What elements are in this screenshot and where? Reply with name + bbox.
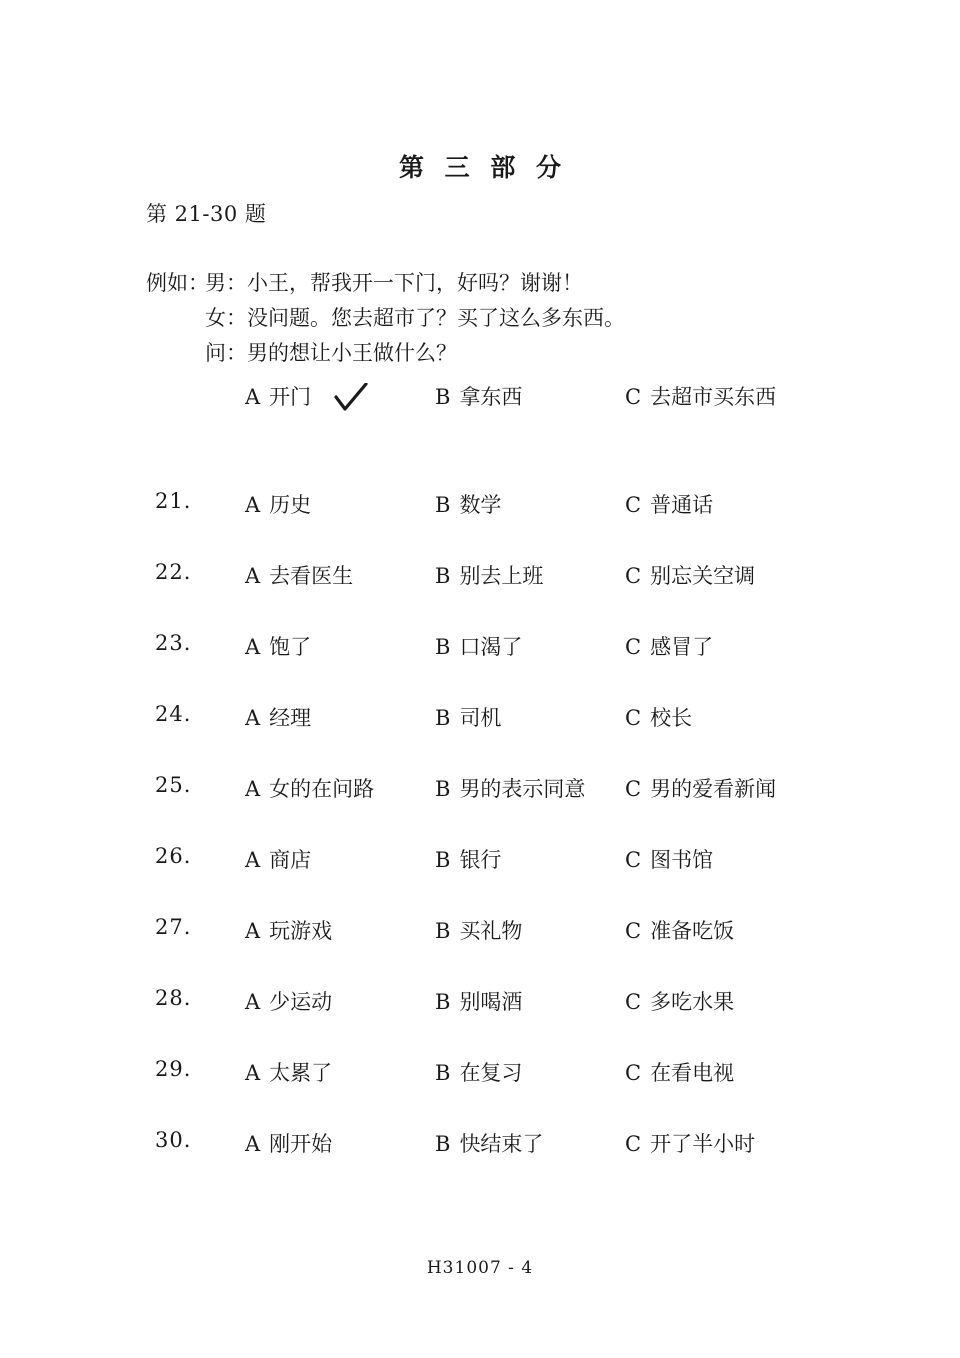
question-option-b[interactable] xyxy=(435,915,522,945)
option-text-c: 图书馆 xyxy=(650,848,714,872)
option-text-b: 数学 xyxy=(459,493,502,517)
question-option-a[interactable] xyxy=(245,489,311,519)
question-number: 21. xyxy=(155,489,192,513)
question-option-a[interactable] xyxy=(245,773,374,803)
question-row xyxy=(0,489,960,523)
question-number: 28. xyxy=(155,986,192,1010)
question-option-c[interactable] xyxy=(625,560,755,590)
question-option-b[interactable] xyxy=(435,1128,543,1158)
question-option-c[interactable] xyxy=(625,844,713,874)
option-letter-c: C xyxy=(625,635,642,659)
option-letter-a: A xyxy=(245,1132,261,1156)
question-number: 30. xyxy=(155,1128,192,1152)
question-range-label: 第 21-30 题 xyxy=(146,202,267,226)
option-text-b: 司机 xyxy=(459,706,502,730)
option-text-b: 买礼物 xyxy=(459,919,523,943)
question-option-b[interactable] xyxy=(435,631,522,661)
option-letter-b: B xyxy=(435,493,451,517)
question-row xyxy=(0,631,960,665)
option-text-b: 别去上班 xyxy=(459,564,544,588)
option-letter-a: A xyxy=(245,706,261,730)
question-row xyxy=(0,1128,960,1162)
option-text-b: 在复习 xyxy=(459,1061,523,1085)
question-option-b[interactable] xyxy=(435,489,501,519)
option-letter-c: C xyxy=(625,706,642,730)
option-letter-c: C xyxy=(625,990,642,1014)
question-row xyxy=(0,560,960,594)
option-text-a: 少运动 xyxy=(269,990,333,1014)
question-number: 24. xyxy=(155,702,192,726)
example-speaker-female: 女： xyxy=(205,306,247,330)
question-row xyxy=(0,1057,960,1091)
option-letter-a: A xyxy=(245,990,261,1014)
option-letter-c: C xyxy=(625,1132,642,1156)
question-row xyxy=(0,986,960,1020)
option-text-a: 商店 xyxy=(269,848,312,872)
example-speaker-male: 男： xyxy=(205,271,247,295)
option-text-c: 准备吃饭 xyxy=(650,919,735,943)
question-row xyxy=(0,773,960,807)
option-letter-c: C xyxy=(625,493,642,517)
option-text-b: 男的表示同意 xyxy=(459,777,586,801)
option-text-a: 历史 xyxy=(269,493,312,517)
option-letter-a: A xyxy=(245,564,261,588)
option-text-b: 快结束了 xyxy=(459,1132,544,1156)
option-letter-b: B xyxy=(435,385,451,409)
question-option-b[interactable] xyxy=(435,1057,522,1087)
option-letter-b: B xyxy=(435,635,451,659)
option-text-c: 感冒了 xyxy=(650,635,714,659)
example-line-1 xyxy=(146,266,625,301)
option-letter-b: B xyxy=(435,706,451,730)
question-option-a[interactable] xyxy=(245,560,353,590)
option-letter-b: B xyxy=(435,564,451,588)
question-option-a[interactable] xyxy=(245,702,311,732)
option-text-a: 去看医生 xyxy=(269,564,354,588)
option-letter-a: A xyxy=(245,493,261,517)
question-option-a[interactable] xyxy=(245,631,311,661)
question-option-c[interactable] xyxy=(625,1057,734,1087)
question-number: 23. xyxy=(155,631,192,655)
question-option-c[interactable] xyxy=(625,986,734,1016)
option-letter-a: A xyxy=(245,1061,261,1085)
option-text-c: 多吃水果 xyxy=(650,990,735,1014)
option-letter-a: A xyxy=(245,777,261,801)
option-text-b: 别喝酒 xyxy=(459,990,523,1014)
option-text-c: 男的爱看新闻 xyxy=(650,777,777,801)
option-letter-c: C xyxy=(625,919,642,943)
option-text-b: 口渴了 xyxy=(459,635,523,659)
option-letter-b: B xyxy=(435,919,451,943)
question-number: 29. xyxy=(155,1057,192,1081)
example-option-a[interactable] xyxy=(245,381,311,411)
option-letter-a: A xyxy=(245,385,261,409)
check-mark-icon xyxy=(334,383,368,413)
option-text-a: 经理 xyxy=(269,706,312,730)
option-text-c: 去超市买东西 xyxy=(650,385,777,409)
example-options-row xyxy=(0,381,960,415)
option-letter-a: A xyxy=(245,848,261,872)
example-label: 例如： xyxy=(146,271,209,295)
option-text-a: 玩游戏 xyxy=(269,919,333,943)
question-option-a[interactable] xyxy=(245,986,332,1016)
example-text-female: 没问题。您去超市了？买了这么多东西。 xyxy=(247,306,625,330)
question-row xyxy=(0,702,960,736)
question-option-c[interactable] xyxy=(625,631,713,661)
question-option-c[interactable] xyxy=(625,702,692,732)
option-text-a: 太累了 xyxy=(269,1061,333,1085)
question-option-c[interactable] xyxy=(625,773,776,803)
option-text-a: 女的在问路 xyxy=(269,777,375,801)
option-text-c: 开了半小时 xyxy=(650,1132,756,1156)
option-letter-c: C xyxy=(625,385,642,409)
option-letter-a: A xyxy=(245,919,261,943)
option-letter-c: C xyxy=(625,848,642,872)
option-text-c: 校长 xyxy=(650,706,693,730)
option-letter-b: B xyxy=(435,848,451,872)
option-letter-b: B xyxy=(435,777,451,801)
option-text-b: 拿东西 xyxy=(459,385,523,409)
question-number: 27. xyxy=(155,915,192,939)
option-letter-b: B xyxy=(435,1132,451,1156)
option-text-c: 别忘关空调 xyxy=(650,564,756,588)
question-option-b[interactable] xyxy=(435,560,543,590)
question-option-a[interactable] xyxy=(245,844,311,874)
page-footer: H31007 - 4 xyxy=(426,1258,534,1278)
option-text-c: 普通话 xyxy=(650,493,714,517)
example-block xyxy=(146,266,625,371)
question-option-c[interactable] xyxy=(625,489,713,519)
example-option-c[interactable] xyxy=(625,381,776,411)
option-text-c: 在看电视 xyxy=(650,1061,735,1085)
page-title: 第 三 部 分 xyxy=(398,153,568,182)
question-option-a[interactable] xyxy=(245,1057,332,1087)
option-text-b: 银行 xyxy=(459,848,502,872)
example-option-b[interactable] xyxy=(435,381,522,411)
option-text-a: 饱了 xyxy=(269,635,312,659)
question-option-b[interactable] xyxy=(435,773,585,803)
question-number: 22. xyxy=(155,560,192,584)
example-text-question: 男的想让小王做什么？ xyxy=(247,341,457,365)
question-option-a[interactable] xyxy=(245,1128,332,1158)
option-letter-b: B xyxy=(435,1061,451,1085)
question-row xyxy=(0,844,960,878)
option-text-a: 刚开始 xyxy=(269,1132,333,1156)
example-line-3 xyxy=(146,336,625,371)
example-speaker-question: 问： xyxy=(205,341,247,365)
question-option-b[interactable] xyxy=(435,986,522,1016)
question-number: 26. xyxy=(155,844,192,868)
question-option-a[interactable] xyxy=(245,915,332,945)
option-letter-c: C xyxy=(625,1061,642,1085)
option-letter-c: C xyxy=(625,777,642,801)
example-line-2 xyxy=(146,301,625,336)
question-option-c[interactable] xyxy=(625,915,734,945)
example-text-male: 小王，帮我开一下门，好吗？谢谢！ xyxy=(247,271,583,295)
question-option-c[interactable] xyxy=(625,1128,755,1158)
question-number: 25. xyxy=(155,773,192,797)
question-option-b[interactable] xyxy=(435,844,501,874)
question-option-b[interactable] xyxy=(435,702,501,732)
question-row xyxy=(0,915,960,949)
option-letter-a: A xyxy=(245,635,261,659)
option-letter-c: C xyxy=(625,564,642,588)
option-text-a: 开门 xyxy=(269,385,312,409)
option-letter-b: B xyxy=(435,990,451,1014)
